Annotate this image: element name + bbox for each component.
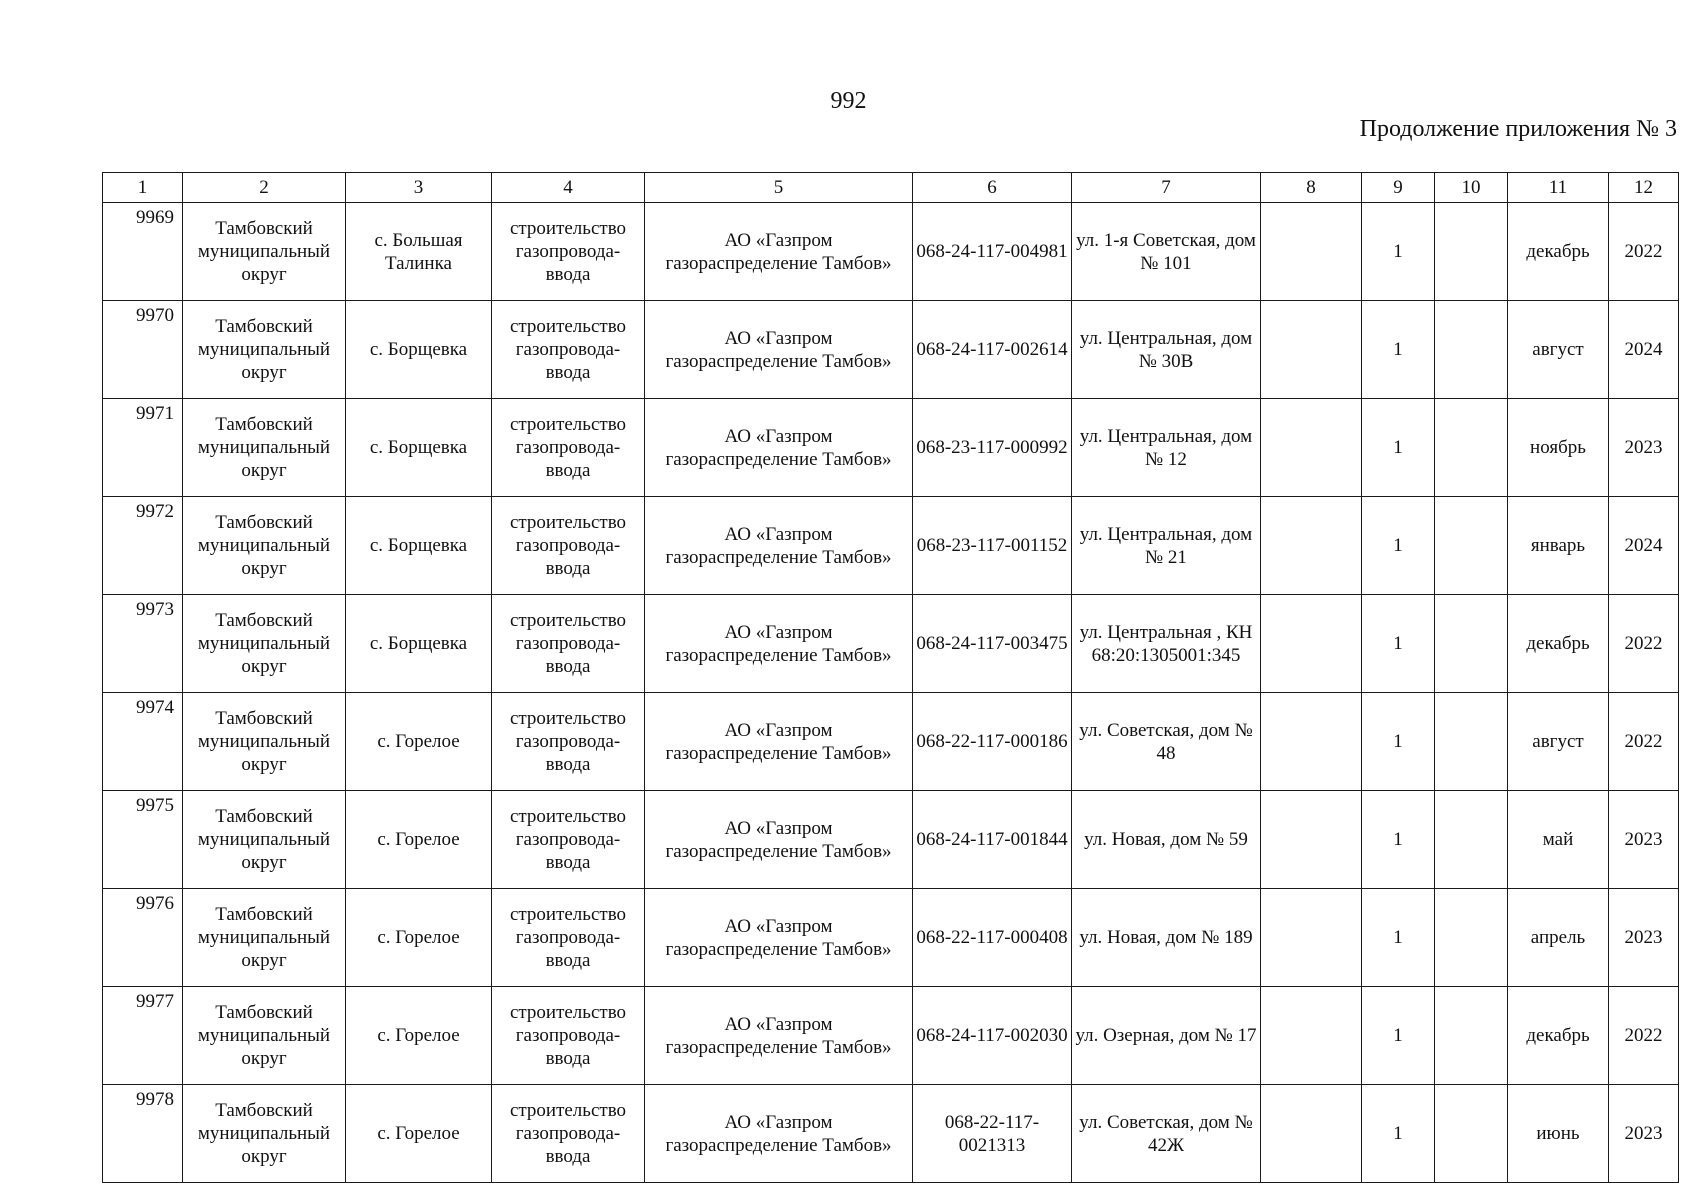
column-8-cell xyxy=(1261,595,1362,693)
quantity-cell: 1 xyxy=(1362,301,1435,399)
work-type-cell: строительство газопровода-ввода xyxy=(492,889,645,987)
table-row xyxy=(103,987,1679,1085)
year-cell: 2023 xyxy=(1609,1085,1679,1183)
row-number-cell: 9974 xyxy=(103,693,183,791)
column-10-cell xyxy=(1435,301,1508,399)
column-8-cell xyxy=(1261,203,1362,301)
column-header: 10 xyxy=(1435,173,1508,203)
column-header: 12 xyxy=(1609,173,1679,203)
locality-cell: с. Горелое xyxy=(346,791,492,889)
year-cell: 2023 xyxy=(1609,889,1679,987)
quantity-cell: 1 xyxy=(1362,1085,1435,1183)
registry-table xyxy=(102,172,1679,1183)
row-number-cell: 9973 xyxy=(103,595,183,693)
column-header: 4 xyxy=(492,173,645,203)
column-10-cell xyxy=(1435,693,1508,791)
quantity-cell: 1 xyxy=(1362,203,1435,301)
month-cell: апрель xyxy=(1508,889,1609,987)
column-10-cell xyxy=(1435,987,1508,1085)
table-row xyxy=(103,1085,1679,1183)
address-cell: ул. Центральная, дом № 21 xyxy=(1072,497,1261,595)
column-header: 11 xyxy=(1508,173,1609,203)
address-cell: ул. 1-я Советская, дом № 101 xyxy=(1072,203,1261,301)
object-code-cell: 068-22-117-000408 xyxy=(913,889,1072,987)
column-header: 5 xyxy=(645,173,913,203)
appendix-note: Продолжение приложения № 3 xyxy=(1359,116,1677,142)
work-type-cell: строительство газопровода-ввода xyxy=(492,203,645,301)
quantity-cell: 1 xyxy=(1362,497,1435,595)
year-cell: 2022 xyxy=(1609,203,1679,301)
object-code-cell: 068-22-117-000186 xyxy=(913,693,1072,791)
quantity-cell: 1 xyxy=(1362,595,1435,693)
column-8-cell xyxy=(1261,1085,1362,1183)
work-type-cell: строительство газопровода-ввода xyxy=(492,987,645,1085)
column-8-cell xyxy=(1261,301,1362,399)
table-body xyxy=(103,203,1679,1183)
column-10-cell xyxy=(1435,203,1508,301)
row-number-cell: 9971 xyxy=(103,399,183,497)
district-cell: Тамбовский муниципальный округ xyxy=(183,987,346,1085)
address-cell: ул. Новая, дом № 59 xyxy=(1072,791,1261,889)
quantity-cell: 1 xyxy=(1362,889,1435,987)
organization-cell: АО «Газпром газораспределение Тамбов» xyxy=(645,399,913,497)
locality-cell: с. Горелое xyxy=(346,987,492,1085)
year-cell: 2023 xyxy=(1609,399,1679,497)
column-10-cell xyxy=(1435,1085,1508,1183)
address-cell: ул. Центральная, дом № 30В xyxy=(1072,301,1261,399)
column-header: 1 xyxy=(103,173,183,203)
table-row xyxy=(103,497,1679,595)
year-cell: 2024 xyxy=(1609,301,1679,399)
column-10-cell xyxy=(1435,791,1508,889)
organization-cell: АО «Газпром газораспределение Тамбов» xyxy=(645,693,913,791)
address-cell: ул. Советская, дом № 42Ж xyxy=(1072,1085,1261,1183)
district-cell: Тамбовский муниципальный округ xyxy=(183,595,346,693)
year-cell: 2024 xyxy=(1609,497,1679,595)
object-code-cell: 068-23-117-000992 xyxy=(913,399,1072,497)
table-row xyxy=(103,791,1679,889)
row-number-cell: 9978 xyxy=(103,1085,183,1183)
locality-cell: с. Большая Талинка xyxy=(346,203,492,301)
column-8-cell xyxy=(1261,987,1362,1085)
work-type-cell: строительство газопровода-ввода xyxy=(492,791,645,889)
locality-cell: с. Борщевка xyxy=(346,595,492,693)
quantity-cell: 1 xyxy=(1362,399,1435,497)
row-number-cell: 9969 xyxy=(103,203,183,301)
column-header: 3 xyxy=(346,173,492,203)
object-code-cell: 068-22-117-0021313 xyxy=(913,1085,1072,1183)
address-cell: ул. Новая, дом № 189 xyxy=(1072,889,1261,987)
object-code-cell: 068-24-117-003475 xyxy=(913,595,1072,693)
organization-cell: АО «Газпром газораспределение Тамбов» xyxy=(645,203,913,301)
quantity-cell: 1 xyxy=(1362,791,1435,889)
address-cell: ул. Центральная, дом № 12 xyxy=(1072,399,1261,497)
header-row xyxy=(103,173,1679,203)
year-cell: 2023 xyxy=(1609,791,1679,889)
year-cell: 2022 xyxy=(1609,595,1679,693)
locality-cell: с. Горелое xyxy=(346,889,492,987)
month-cell: май xyxy=(1508,791,1609,889)
quantity-cell: 1 xyxy=(1362,693,1435,791)
district-cell: Тамбовский муниципальный округ xyxy=(183,399,346,497)
address-cell: ул. Центральная , КН 68:20:1305001:345 xyxy=(1072,595,1261,693)
organization-cell: АО «Газпром газораспределение Тамбов» xyxy=(645,595,913,693)
month-cell: декабрь xyxy=(1508,987,1609,1085)
organization-cell: АО «Газпром газораспределение Тамбов» xyxy=(645,889,913,987)
table-row xyxy=(103,595,1679,693)
work-type-cell: строительство газопровода-ввода xyxy=(492,693,645,791)
month-cell: декабрь xyxy=(1508,595,1609,693)
locality-cell: с. Горелое xyxy=(346,693,492,791)
table-row xyxy=(103,203,1679,301)
year-cell: 2022 xyxy=(1609,987,1679,1085)
column-8-cell xyxy=(1261,889,1362,987)
column-header: 8 xyxy=(1261,173,1362,203)
column-8-cell xyxy=(1261,399,1362,497)
object-code-cell: 068-24-117-002030 xyxy=(913,987,1072,1085)
month-cell: август xyxy=(1508,693,1609,791)
table-row xyxy=(103,693,1679,791)
work-type-cell: строительство газопровода-ввода xyxy=(492,301,645,399)
locality-cell: с. Горелое xyxy=(346,1085,492,1183)
table-row xyxy=(103,889,1679,987)
work-type-cell: строительство газопровода-ввода xyxy=(492,399,645,497)
column-header: 9 xyxy=(1362,173,1435,203)
quantity-cell: 1 xyxy=(1362,987,1435,1085)
year-cell: 2022 xyxy=(1609,693,1679,791)
row-number-cell: 9976 xyxy=(103,889,183,987)
organization-cell: АО «Газпром газораспределение Тамбов» xyxy=(645,497,913,595)
month-cell: январь xyxy=(1508,497,1609,595)
column-8-cell xyxy=(1261,693,1362,791)
month-cell: июнь xyxy=(1508,1085,1609,1183)
row-number-cell: 9975 xyxy=(103,791,183,889)
district-cell: Тамбовский муниципальный округ xyxy=(183,203,346,301)
column-header: 6 xyxy=(913,173,1072,203)
organization-cell: АО «Газпром газораспределение Тамбов» xyxy=(645,791,913,889)
row-number-cell: 9970 xyxy=(103,301,183,399)
column-10-cell xyxy=(1435,497,1508,595)
column-10-cell xyxy=(1435,399,1508,497)
object-code-cell: 068-24-117-001844 xyxy=(913,791,1072,889)
column-header: 2 xyxy=(183,173,346,203)
column-10-cell xyxy=(1435,595,1508,693)
page-number: 992 xyxy=(830,88,867,114)
object-code-cell: 068-23-117-001152 xyxy=(913,497,1072,595)
district-cell: Тамбовский муниципальный округ xyxy=(183,693,346,791)
month-cell: декабрь xyxy=(1508,203,1609,301)
locality-cell: с. Борщевка xyxy=(346,497,492,595)
column-8-cell xyxy=(1261,497,1362,595)
district-cell: Тамбовский муниципальный округ xyxy=(183,301,346,399)
organization-cell: АО «Газпром газораспределение Тамбов» xyxy=(645,987,913,1085)
work-type-cell: строительство газопровода-ввода xyxy=(492,595,645,693)
row-number-cell: 9972 xyxy=(103,497,183,595)
district-cell: Тамбовский муниципальный округ xyxy=(183,889,346,987)
organization-cell: АО «Газпром газораспределение Тамбов» xyxy=(645,1085,913,1183)
locality-cell: с. Борщевка xyxy=(346,301,492,399)
work-type-cell: строительство газопровода-ввода xyxy=(492,1085,645,1183)
work-type-cell: строительство газопровода-ввода xyxy=(492,497,645,595)
address-cell: ул. Озерная, дом № 17 xyxy=(1072,987,1261,1085)
district-cell: Тамбовский муниципальный округ xyxy=(183,497,346,595)
organization-cell: АО «Газпром газораспределение Тамбов» xyxy=(645,301,913,399)
month-cell: ноябрь xyxy=(1508,399,1609,497)
district-cell: Тамбовский муниципальный округ xyxy=(183,791,346,889)
month-cell: август xyxy=(1508,301,1609,399)
district-cell: Тамбовский муниципальный округ xyxy=(183,1085,346,1183)
object-code-cell: 068-24-117-004981 xyxy=(913,203,1072,301)
column-8-cell xyxy=(1261,791,1362,889)
column-header: 7 xyxy=(1072,173,1261,203)
row-number-cell: 9977 xyxy=(103,987,183,1085)
address-cell: ул. Советская, дом № 48 xyxy=(1072,693,1261,791)
column-10-cell xyxy=(1435,889,1508,987)
table-row xyxy=(103,301,1679,399)
locality-cell: с. Борщевка xyxy=(346,399,492,497)
object-code-cell: 068-24-117-002614 xyxy=(913,301,1072,399)
table-row xyxy=(103,399,1679,497)
